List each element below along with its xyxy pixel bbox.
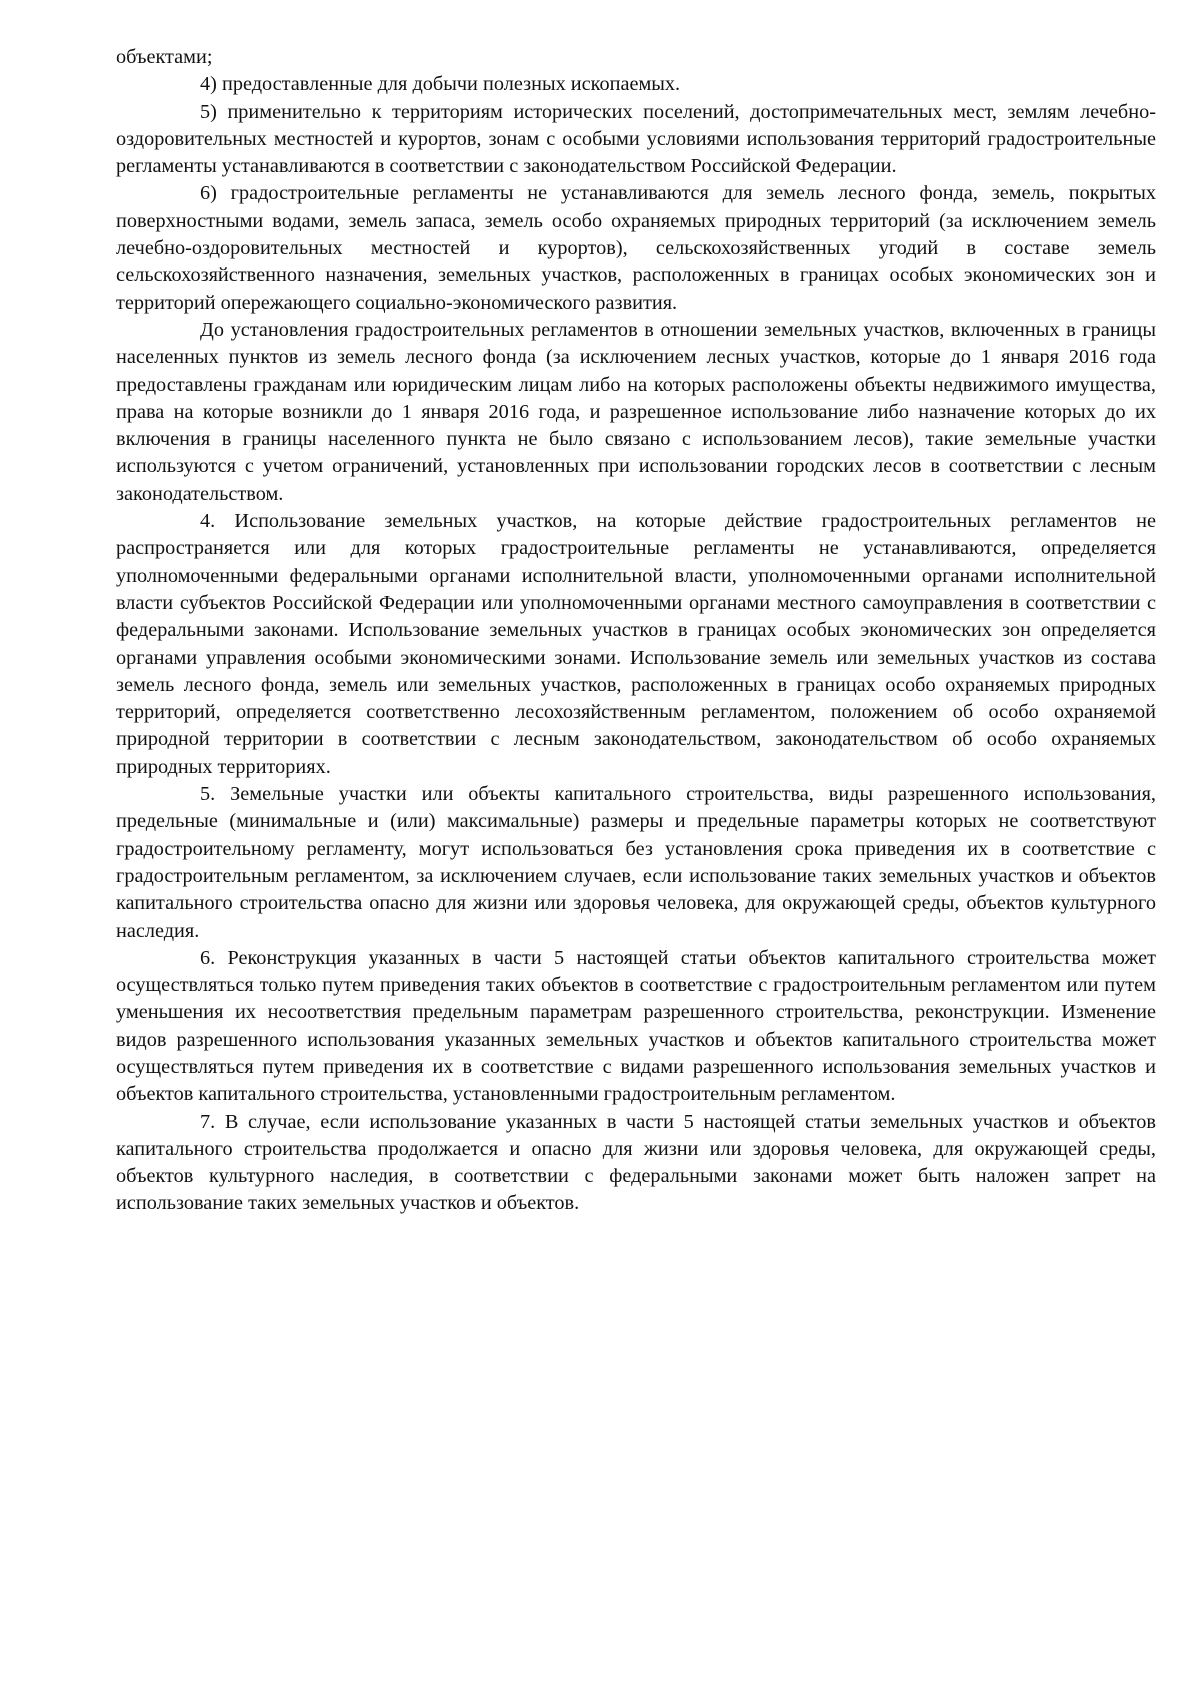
paragraph-item-4: 4) предоставленные для добычи полезных ископаемых. [200,73,681,96]
paragraph-item-5: 5) применительно к территориям исторических поселений, достопримечательных мест, землям лечебно-оздоровительных местностей и курортов, зонам с особыми условиями использования территорий градостроительные регламенты устанавливаются в соответствии с законодательством Российской Федерации. [116,100,1156,178]
paragraph-part-4: 4. Использование земельных участков, на которые действие градостроительных регламентов не распространяется или для которых градостроительные регламенты не устанавливаются, определяется уполномоченными федеральными органами исполнительной власти, уполномоченными органами исполнительной власти субъектов Российской Федерации или уполномоченными органами местного самоуправления в соответствии с федеральными законами. Использование земельных участков в границах особых экономических зон определяется органами управления особыми экономическими зонами. Использование земель или земельных участков из состава земель лесного фонда, земель или земельных участков, расположенных в границах особо охраняемых природных территорий, определяется соответственно лесохозяйственным регламентом, положением об особо охраняемой природной территории в соответствии с лесным законодательством, законодательством об особо охраняемых природных территориях. [116,510,1156,778]
paragraph-part-5: 5. Земельные участки или объекты капитального строительства, виды разрешенного использования, предельные (минимальные и (или) максимальные) размеры и предельные параметры которых не соответствуют градостроительному регламенту, могут использоваться без установления срока приведения их в соответствие с градостроительным регламентом, за исключением случаев, если использование таких земельных участков и объектов капитального строительства опасно для жизни или здоровья человека, для окружающей среды, объектов культурного наследия. [116,783,1156,942]
paragraph-continuation: объектами; [116,46,213,68]
paragraph-part-7: 7. В случае, если использование указанных в части 5 настоящей статьи земельных участков и объектов капитального строительства продолжается и опасно для жизни или здоровья человека, для окружающей среды, объектов культурного наследия, в соответствии с федеральными законами может быть наложен запрет на использование таких земельных участков и объектов. [116,1110,1156,1215]
paragraph-part-6: 6. Реконструкция указанных в части 5 настоящей статьи объектов капитального строительства может осуществляться только путем приведения таких объектов в соответствие с градостроительным регламентом или путем уменьшения их несоответствия предельным параметрам разрешенного строительства, реконструкции. Изменение видов разрешенного использования указанных земельных участков и объектов капитального строительства может осуществляться путем приведения их в соответствие с видами разрешенного использования земельных участков и объектов капитального строительства, установленными градостроительным регламентом. [116,946,1156,1106]
document-page [116,44,1156,1218]
paragraph-forest-lands: До установления градостроительных регламентов в отношении земельных участков, включенных в границы населенных пунктов из земель лесного фонда (за исключением лесных участков, которые до 1 января 2016 года предоставлены гражданам или юридическим лицам либо на которых расположены объекты недвижимого имущества, права на которые возникли до 1 января 2016 года, и разрешенное использование либо назначение которых до их включения в границы населенного пункта не было связано с использованием лесов), такие земельные участки используются с учетом ограничений, установленных при использовании городских лесов в соответствии с лесным законодательством. [116,318,1156,505]
paragraph-item-6: 6) градостроительные регламенты не устанавливаются для земель лесного фонда, земель, покрытых поверхностными водами, земель запаса, земель особо охраняемых природных территорий (за исключением земель лечебно-оздоровительных местностей и курортов), сельскохозяйственных угодий в составе земель сельскохозяйственного назначения, земельных участков, расположенных в границах особых экономических зон и территорий опережающего социально-экономического развития. [116,182,1156,314]
